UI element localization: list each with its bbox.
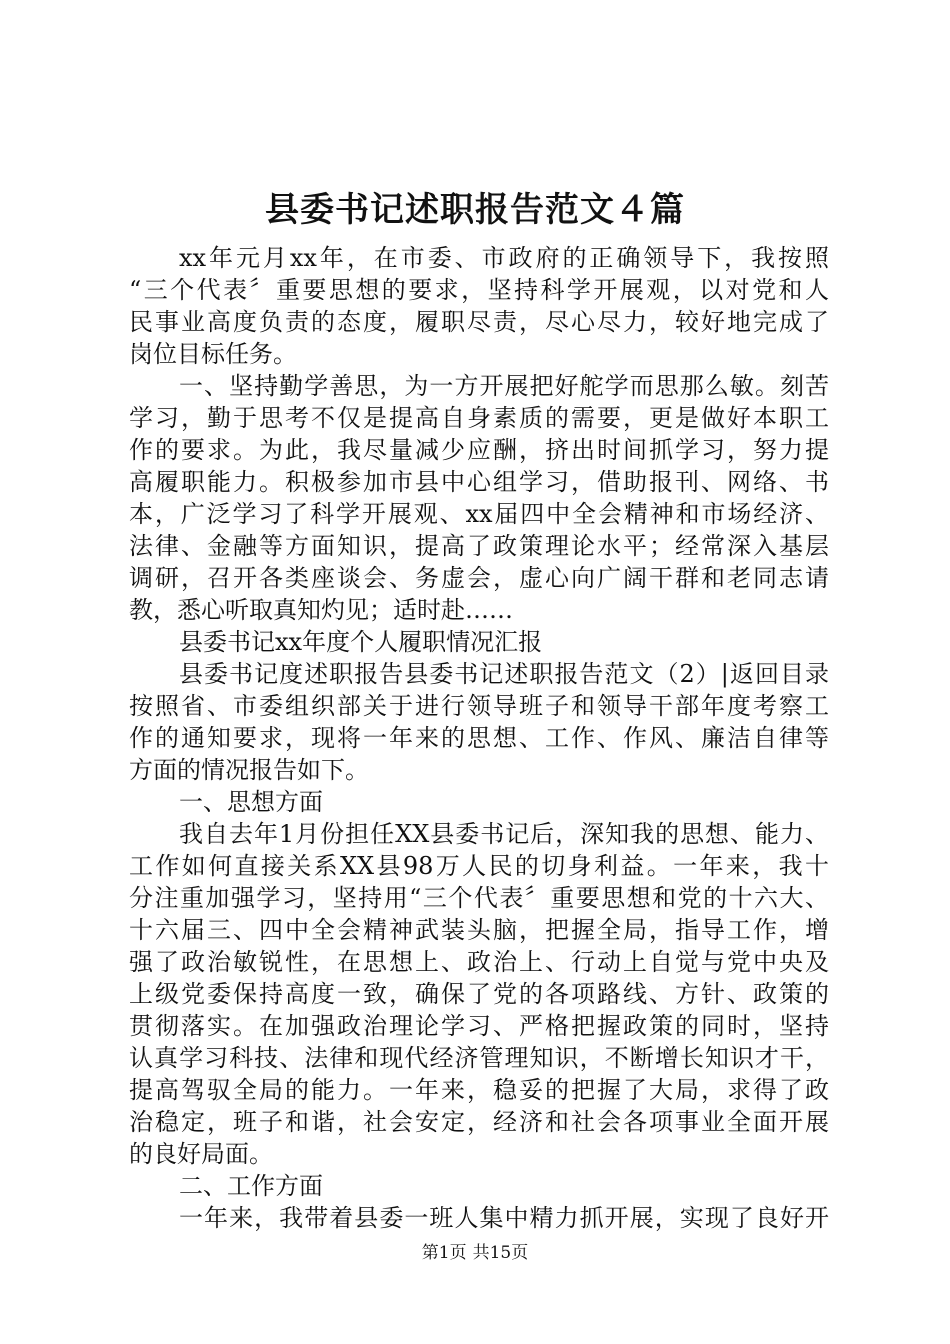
text-line: 县委书记度述职报告县委书记述职报告范文（2）|返回目录 [179,660,829,688]
text-line: 作的要求。为此，我尽量减少应酬，挤出时间抓学习，努力提 [129,436,829,464]
page-total: 共15页 [472,1243,529,1263]
text-line: 本，广泛学习了科学开展观、xx届四中全会精神和市场经济、 [129,500,829,528]
text-line: 工作如何直接关系XX县98万人民的切身利益。一年来，我十 [129,852,829,880]
text-line: 贯彻落实。在加强政治理论学习、严格把握政策的同时，坚持 [129,1012,829,1040]
text-line: 认真学习科技、法律和现代经济管理知识，不断增长知识才干， [129,1044,829,1072]
document-body [129,242,829,1234]
text-line: 方面的情况报告如下。 [129,756,369,784]
text-line: 提高驾驭全局的能力。一年来，稳妥的把握了大局，求得了政 [129,1076,829,1104]
text-line: 的良好局面。 [129,1140,273,1168]
text-line: 十六届三、四中全会精神武装头脑，把握全局，指导工作，增 [129,916,829,944]
page-number: 第1页 [421,1243,467,1263]
text-line: 一、坚持勤学善思，为一方开展把好舵学而思那么敏。刻苦 [179,372,829,400]
text-line: 强了政治敏锐性，在思想上、政治上、行动上自觉与党中央及 [129,948,829,976]
document-title: 县委书记述职报告范文４篇 [265,190,685,230]
text-line: 二、工作方面 [179,1172,323,1200]
text-line: 作的通知要求，现将一年来的思想、工作、作风、廉洁自律等 [129,724,829,752]
text-line: 一年来，我带着县委一班人集中精力抓开展，实现了良好开 [179,1204,829,1232]
text-line: 民事业高度负责的态度，履职尽责，尽心尽力，较好地完成了 [129,308,829,336]
page-footer [0,1242,950,1264]
text-line: 调研，召开各类座谈会、务虚会，虚心向广阔干群和老同志请 [129,564,829,592]
text-line: 一、思想方面 [179,788,323,816]
text-line: 学习，勤于思考不仅是提高自身素质的需要，更是做好本职工 [129,404,829,432]
text-line: 上级党委保持高度一致，确保了党的各项路线、方针、政策的 [129,980,829,1008]
text-line: 法律、金融等方面知识，提高了政策理论水平；经常深入基层 [129,532,829,560]
text-line: 县委书记xx年度个人履职情况汇报 [179,628,543,656]
text-line: 按照省、市委组织部关于进行领导班子和领导干部年度考察工 [129,692,829,720]
text-line: 岗位目标任务。 [129,340,297,368]
text-line: “三个代表〞重要思想的要求，坚持科学开展观，以对党和人 [129,276,829,304]
text-line: 治稳定，班子和谐，社会安定，经济和社会各项事业全面开展 [129,1108,829,1136]
text-line: 分注重加强学习，坚持用“三个代表〞重要思想和党的十六大、 [129,884,829,912]
text-line: 我自去年1月份担任XX县委书记后，深知我的思想、能力、 [179,820,829,848]
text-line: 教，悉心听取真知灼见；适时赴…… [129,596,513,624]
text-line: xx年元月xx年，在市委、市政府的正确领导下，我按照 [179,244,829,272]
text-line: 高履职能力。积极参加市县中心组学习，借助报刊、网络、书 [129,468,829,496]
